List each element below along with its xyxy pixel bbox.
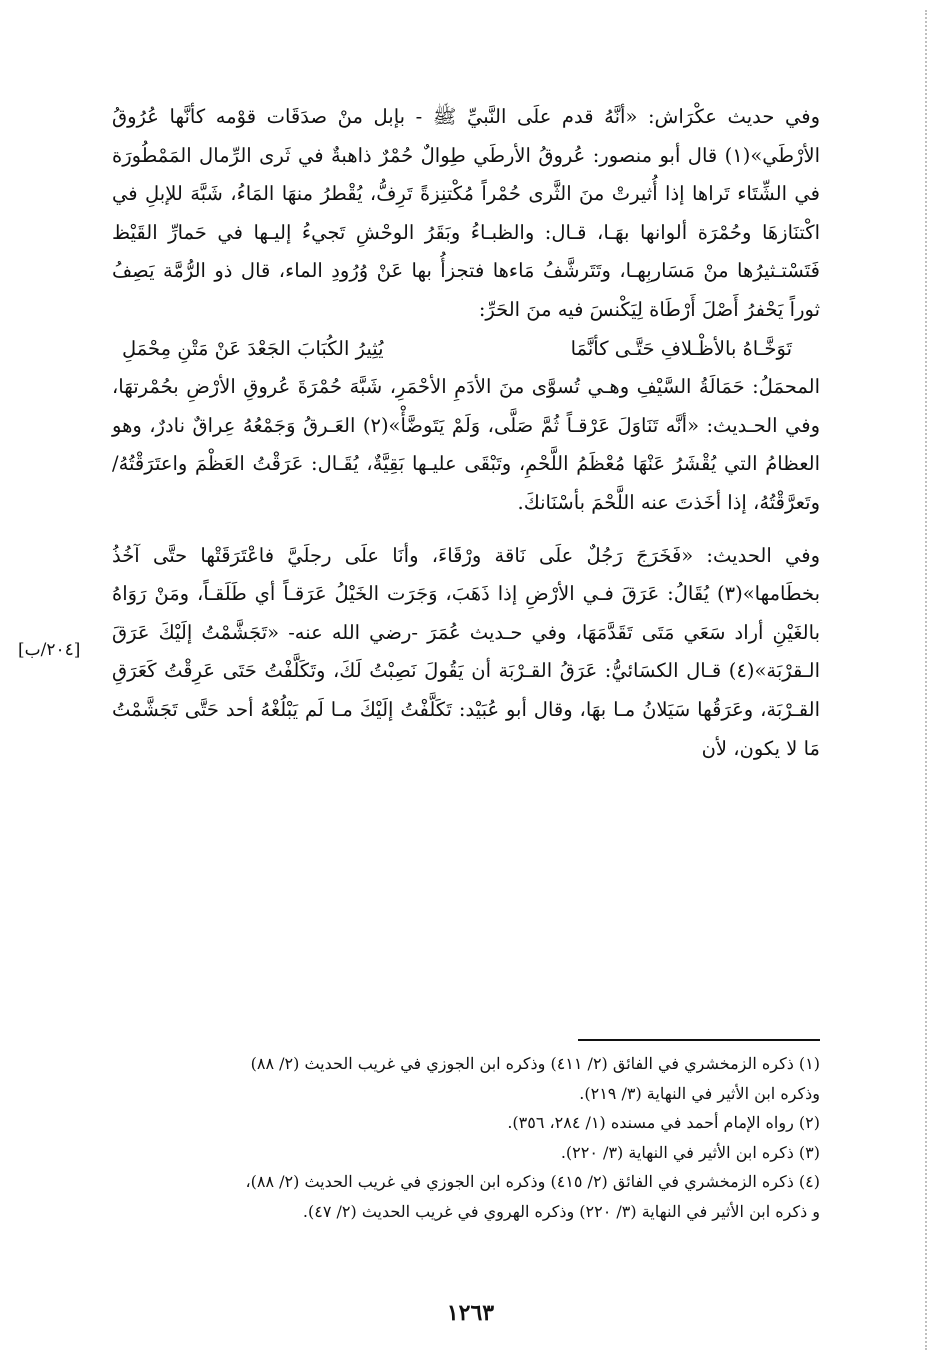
footnotes	[112, 1049, 820, 1226]
poetry-verse	[112, 330, 820, 369]
main-text	[112, 98, 820, 768]
footnote-line: (٣) ذكره ابن الأثير في النهاية (٣/ ٢٢٠).	[560, 1142, 820, 1162]
footnote-line: (١) ذكره الزمخشري في الفائق (٢/ ٤١١) وذكره ابن الجوزي في غريب الحديث (٢/ ٨٨)	[250, 1054, 820, 1073]
footnote-line: و ذكره ابن الأثير في النهاية (٣/ ٢٢٠) وذكره الهروي في غريب الحديث (٢/ ٤٧).	[302, 1201, 820, 1221]
edge-dotted-line	[925, 10, 927, 1350]
verse-first-hemistich: تَوَخَّـاهُ بالأظْـلافِ حَتَّـى كأنَّمَا	[570, 336, 792, 360]
paragraph-3: وفي الحديث: «فَخَرَجَ رَجُلٌ علَى نَاقة ورْقَاءَ، وأنَا علَى رجلَيَّ فاعْتَرَقَتْها حتَّى آخُذُ بخطَامها»(٣) يُقَالُ: عَرَقَ فـي الأرْضِ إذا ذَهَبَ، وَجَرَت الخَيْلُ عَرَقـاً أي طَلَقـاً، ومَنْ رَوَاهُ بالغَيْنِ أراد سَعَي مَتَى تَقَدَّمَهَا، وفي حـديث عُمَرَ -رضي الله عنه- «تَجَشَّمْتُ إلَيْكَ عَرَقَ الـقرْبَة»(٤) قـال الكسَائيُّ: عَرَقُ القـرْبَة أن يَقُولَ نَصِبْتُ لَكَ، وتَكَلَّفْتُ حَتَى عَرِقْتُ كَعَرَقِ القـرْبَة، وعَرَقُها سَيَلانُ مـا بهَا، وقال أبو عُبَيْد: تَكَلَّفْتُ إلَيْكَ مـا لَم يَبْلُغْهُ أحد حَتَّى تَجَشَّمْتُ مَا لا يكون، لأن	[112, 543, 820, 760]
paragraph-2: المحمَلُ: حَمَالَةُ السَّيْفِ وهـي تُسوَّى منَ الأدَمِ الأحْمَرِ، شَبَّهَ حُمْرَةَ عُروقِ الأرْضِ بحُمْرتهَا، وفي الحـديث: «أنَّه تَنَاوَلَ عَرْقـاً ثُمَّ صَلَّى، وَلَمْ يَتَوضَّأْ»(٢) العَـرقُ وَجَمْعُهُ عِراقٌ نادرٌ، وهو العظامُ التي يُقْشَرُ عَنْهَا مُعْظَمُ اللَّحْمِ، وتَبْقَى عليـها بَقِيَّةٌ، يُقَـال: عَرَقْتُ العَظْمَ واعتَرَقْتُهُ/ وتَعرَّقْتُهُ، إذا أخَذتَ عنه اللَّحْمَ بأسْنَانكَ.	[112, 375, 820, 514]
manuscript-folio-marker: [٢٠٤/ب]	[18, 640, 81, 660]
verse-second-hemistich: يُثِيرُ الكُبَابَ الجَعْدَ عَنْ مَتْنِ مِحْمَلِ	[122, 336, 384, 360]
footnote-separator	[578, 1039, 820, 1041]
footnote-line: (٤) ذكره الزمخشري في الفائق (٢/ ٤١٥) وذكره ابن الجوزي في غريب الحديث (٢/ ٨٨)،	[245, 1172, 820, 1191]
paragraph-1: وفي حديث عكْرَاش: «أنَّهُ قدم علَى النَّبيِّ ﷺ - بإبل منْ صدَقَات قوْمه كأنَّها عُرُوقُ الأرْطَي»(١) قال أبو منصور: عُروقُ الأرطَي طِوالٌ حُمْرٌ ذاهبةٌ في ثَرى الرِّمال المَمْطُورَة في الشِّتَاء تَراها إذا أُثيرتْ منَ الثَّرى حُمْراً مُكْتنِزةً تَرِفُّ، يُقْطرُ منهَا المَاءُ، شَبَّهَ للإبلِ في اكْتنَازهَا وحُمْرَة ألوانها بهَـا، قـال: والظبـاءُ وبَقَرُ الوحْشِ تَجيءُ إليـها في حَمارِّ القَيْظ فَتَسْتـثيرُها منْ مَسَاربِهـا، وتَتَرشَّفُ مَاءها فتجزأُ بها عَنْ وُرُودِ الماء، قال ذو الرُّمَّة يَصِفُ ثوراً يَحْفرُ أَصْلَ أَرْطَاة لِيَكْنسَ فيه منَ الحَرِّ:	[112, 105, 820, 321]
page-number: ١٢٦٣	[446, 1300, 495, 1326]
footnote-line: وذكره ابن الأثير في النهاية (٣/ ٢١٩).	[579, 1083, 820, 1103]
footnote-line: (٢) رواه الإمام أحمد في مسنده (١/ ٢٨٤، ٣٥٦).	[507, 1113, 820, 1132]
